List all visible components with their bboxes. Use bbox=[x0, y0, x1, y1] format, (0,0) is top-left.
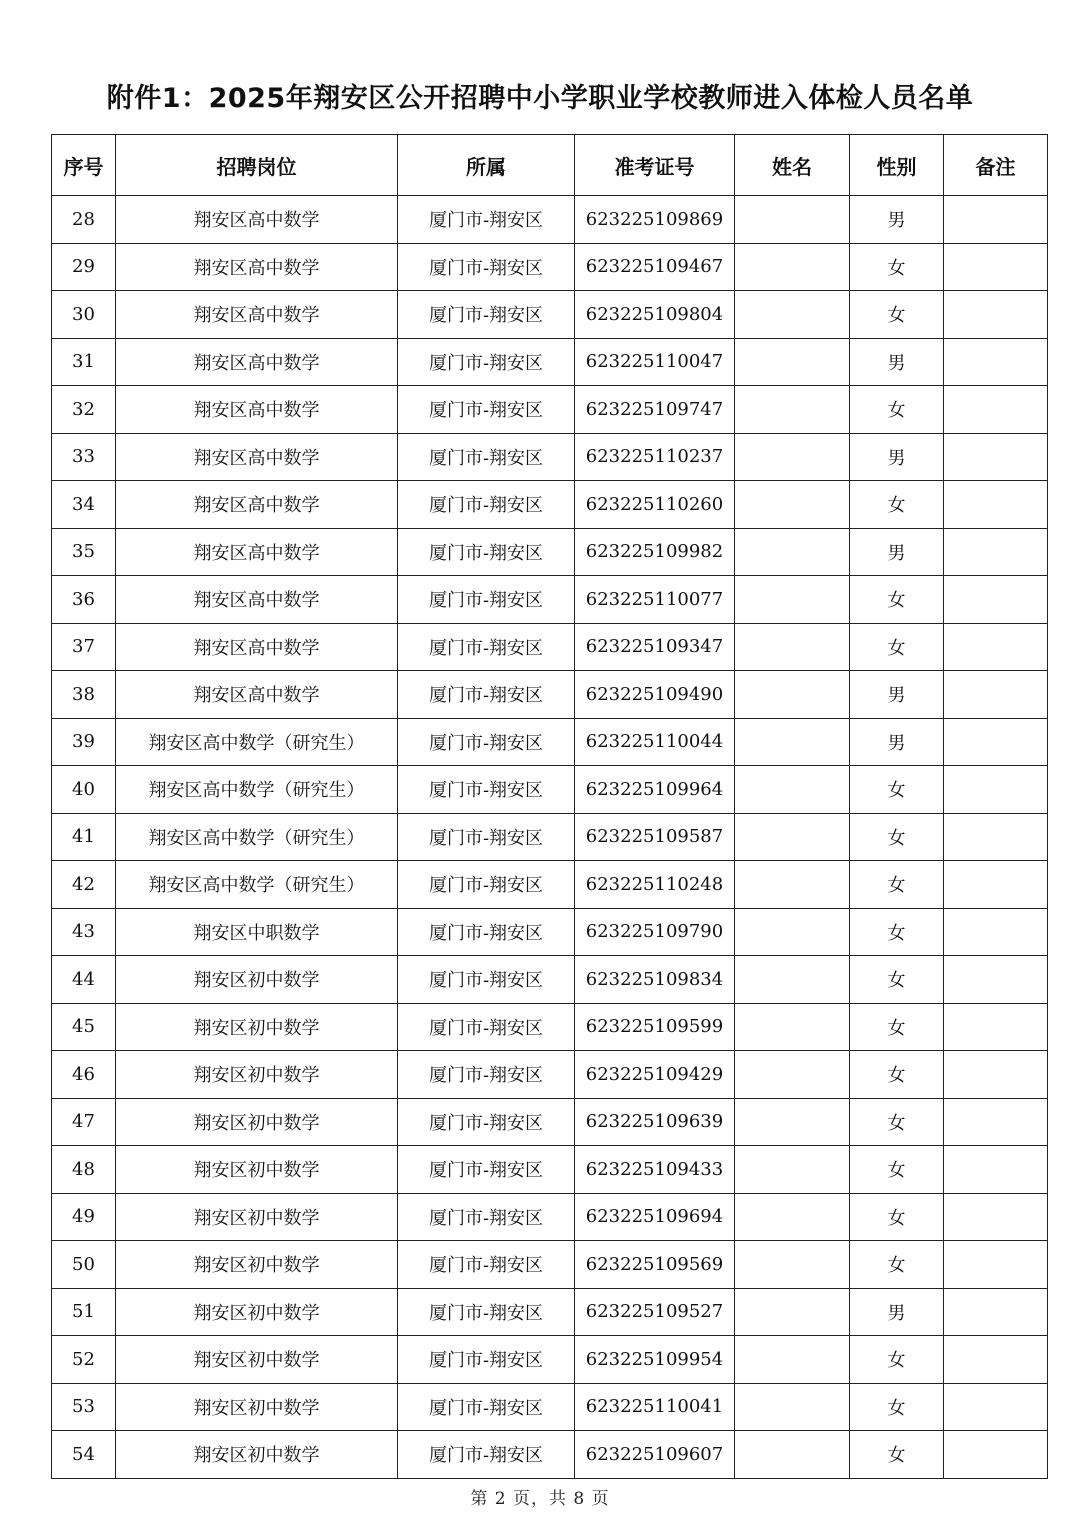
name-cell-redacted bbox=[735, 861, 850, 909]
cell-exam-no: 623225109639 bbox=[575, 1098, 735, 1146]
cell-remarks bbox=[944, 243, 1048, 291]
table-row bbox=[52, 1288, 1048, 1336]
cell-position: 翔安区高中数学 bbox=[116, 576, 398, 624]
cell-remarks bbox=[944, 1383, 1048, 1431]
name-cell-redacted bbox=[735, 671, 850, 719]
header-seq: 序号 bbox=[52, 135, 116, 196]
cell-position: 翔安区初中数学 bbox=[116, 1241, 398, 1289]
cell-gender: 女 bbox=[850, 481, 944, 529]
cell-affiliation: 厦门市-翔安区 bbox=[398, 1336, 575, 1384]
redaction-mask bbox=[735, 956, 849, 1003]
redaction-mask bbox=[735, 1431, 849, 1478]
cell-gender: 女 bbox=[850, 1193, 944, 1241]
name-cell-redacted bbox=[735, 1288, 850, 1336]
cell-position: 翔安区高中数学 bbox=[116, 386, 398, 434]
header-exam-no: 准考证号 bbox=[575, 135, 735, 196]
redaction-mask bbox=[735, 386, 849, 433]
header-remarks: 备注 bbox=[944, 135, 1048, 196]
cell-gender: 女 bbox=[850, 1098, 944, 1146]
header-gender: 性别 bbox=[850, 135, 944, 196]
cell-gender: 女 bbox=[850, 1336, 944, 1384]
cell-position: 翔安区高中数学 bbox=[116, 243, 398, 291]
cell-seq: 31 bbox=[52, 338, 116, 386]
cell-position: 翔安区高中数学 bbox=[116, 528, 398, 576]
name-cell-redacted bbox=[735, 1098, 850, 1146]
table-row bbox=[52, 718, 1048, 766]
cell-exam-no: 623225109607 bbox=[575, 1431, 735, 1479]
cell-affiliation: 厦门市-翔安区 bbox=[398, 956, 575, 1004]
cell-position: 翔安区初中数学 bbox=[116, 1003, 398, 1051]
cell-position: 翔安区高中数学 bbox=[116, 338, 398, 386]
cell-position: 翔安区高中数学 bbox=[116, 196, 398, 244]
redaction-mask bbox=[735, 1241, 849, 1288]
redaction-mask bbox=[735, 671, 849, 718]
cell-affiliation: 厦门市-翔安区 bbox=[398, 433, 575, 481]
cell-remarks bbox=[944, 1241, 1048, 1289]
name-cell-redacted bbox=[735, 1003, 850, 1051]
table-row bbox=[52, 196, 1048, 244]
cell-position: 翔安区中职数学 bbox=[116, 908, 398, 956]
cell-exam-no: 623225110237 bbox=[575, 433, 735, 481]
cell-affiliation: 厦门市-翔安区 bbox=[398, 1383, 575, 1431]
cell-seq: 30 bbox=[52, 291, 116, 339]
candidate-table bbox=[51, 134, 1048, 1479]
cell-exam-no: 623225109467 bbox=[575, 243, 735, 291]
redaction-mask bbox=[735, 1336, 849, 1383]
cell-seq: 41 bbox=[52, 813, 116, 861]
redaction-mask bbox=[735, 1099, 849, 1146]
redaction-mask bbox=[735, 434, 849, 481]
cell-remarks bbox=[944, 386, 1048, 434]
name-cell-redacted bbox=[735, 718, 850, 766]
header-affiliation: 所属 bbox=[398, 135, 575, 196]
table-row bbox=[52, 623, 1048, 671]
redaction-mask bbox=[735, 576, 849, 623]
cell-affiliation: 厦门市-翔安区 bbox=[398, 623, 575, 671]
table-row bbox=[52, 386, 1048, 434]
cell-remarks bbox=[944, 1003, 1048, 1051]
table-row bbox=[52, 1003, 1048, 1051]
cell-remarks bbox=[944, 861, 1048, 909]
table-row bbox=[52, 576, 1048, 624]
name-cell-redacted bbox=[735, 1383, 850, 1431]
cell-seq: 49 bbox=[52, 1193, 116, 1241]
cell-gender: 男 bbox=[850, 433, 944, 481]
cell-seq: 29 bbox=[52, 243, 116, 291]
name-cell-redacted bbox=[735, 243, 850, 291]
cell-affiliation: 厦门市-翔安区 bbox=[398, 1431, 575, 1479]
cell-affiliation: 厦门市-翔安区 bbox=[398, 718, 575, 766]
cell-exam-no: 623225110260 bbox=[575, 481, 735, 529]
redaction-mask bbox=[735, 861, 849, 908]
cell-exam-no: 623225109982 bbox=[575, 528, 735, 576]
cell-remarks bbox=[944, 1051, 1048, 1099]
cell-seq: 42 bbox=[52, 861, 116, 909]
name-cell-redacted bbox=[735, 1193, 850, 1241]
cell-position: 翔安区初中数学 bbox=[116, 1051, 398, 1099]
cell-exam-no: 623225110077 bbox=[575, 576, 735, 624]
table-row bbox=[52, 813, 1048, 861]
cell-remarks bbox=[944, 1098, 1048, 1146]
cell-gender: 女 bbox=[850, 243, 944, 291]
cell-gender: 男 bbox=[850, 671, 944, 719]
table-row bbox=[52, 861, 1048, 909]
cell-seq: 28 bbox=[52, 196, 116, 244]
name-cell-redacted bbox=[735, 623, 850, 671]
cell-gender: 女 bbox=[850, 1383, 944, 1431]
cell-position: 翔安区高中数学（研究生） bbox=[116, 813, 398, 861]
cell-seq: 50 bbox=[52, 1241, 116, 1289]
cell-position: 翔安区初中数学 bbox=[116, 1431, 398, 1479]
cell-position: 翔安区高中数学 bbox=[116, 481, 398, 529]
cell-position: 翔安区高中数学 bbox=[116, 291, 398, 339]
redaction-mask bbox=[735, 766, 849, 813]
cell-remarks bbox=[944, 1146, 1048, 1194]
cell-seq: 37 bbox=[52, 623, 116, 671]
cell-affiliation: 厦门市-翔安区 bbox=[398, 481, 575, 529]
table-row bbox=[52, 433, 1048, 481]
cell-gender: 男 bbox=[850, 528, 944, 576]
cell-seq: 53 bbox=[52, 1383, 116, 1431]
redaction-mask bbox=[735, 1289, 849, 1336]
cell-affiliation: 厦门市-翔安区 bbox=[398, 1288, 575, 1336]
cell-seq: 44 bbox=[52, 956, 116, 1004]
table-row bbox=[52, 1051, 1048, 1099]
cell-position: 翔安区初中数学 bbox=[116, 956, 398, 1004]
redaction-mask bbox=[735, 1146, 849, 1193]
cell-position: 翔安区初中数学 bbox=[116, 1336, 398, 1384]
name-cell-redacted bbox=[735, 1336, 850, 1384]
redaction-mask bbox=[735, 624, 849, 671]
cell-gender: 女 bbox=[850, 291, 944, 339]
cell-gender: 女 bbox=[850, 861, 944, 909]
redaction-mask bbox=[735, 529, 849, 576]
redaction-mask bbox=[735, 244, 849, 291]
cell-seq: 46 bbox=[52, 1051, 116, 1099]
redaction-mask bbox=[735, 1051, 849, 1098]
redaction-mask bbox=[735, 481, 849, 528]
cell-affiliation: 厦门市-翔安区 bbox=[398, 386, 575, 434]
cell-remarks bbox=[944, 338, 1048, 386]
cell-remarks bbox=[944, 1193, 1048, 1241]
page-footer: 第 2 页，共 8 页 bbox=[470, 1489, 610, 1509]
table-row bbox=[52, 956, 1048, 1004]
cell-seq: 54 bbox=[52, 1431, 116, 1479]
table-row bbox=[52, 528, 1048, 576]
table-row bbox=[52, 908, 1048, 956]
cell-affiliation: 厦门市-翔安区 bbox=[398, 908, 575, 956]
name-cell-redacted bbox=[735, 386, 850, 434]
cell-exam-no: 623225109964 bbox=[575, 766, 735, 814]
cell-position: 翔安区高中数学（研究生） bbox=[116, 766, 398, 814]
cell-seq: 35 bbox=[52, 528, 116, 576]
name-cell-redacted bbox=[735, 956, 850, 1004]
cell-gender: 女 bbox=[850, 956, 944, 1004]
cell-remarks bbox=[944, 671, 1048, 719]
redaction-mask bbox=[735, 909, 849, 956]
redaction-mask bbox=[735, 339, 849, 386]
cell-gender: 女 bbox=[850, 813, 944, 861]
cell-remarks bbox=[944, 196, 1048, 244]
table-row bbox=[52, 1146, 1048, 1194]
cell-gender: 男 bbox=[850, 338, 944, 386]
cell-exam-no: 623225110041 bbox=[575, 1383, 735, 1431]
cell-seq: 48 bbox=[52, 1146, 116, 1194]
cell-exam-no: 623225109599 bbox=[575, 1003, 735, 1051]
cell-position: 翔安区高中数学 bbox=[116, 671, 398, 719]
name-cell-redacted bbox=[735, 481, 850, 529]
name-cell-redacted bbox=[735, 528, 850, 576]
table-header-row bbox=[52, 135, 1048, 196]
cell-exam-no: 623225109433 bbox=[575, 1146, 735, 1194]
table-row bbox=[52, 1241, 1048, 1289]
cell-remarks bbox=[944, 528, 1048, 576]
cell-affiliation: 厦门市-翔安区 bbox=[398, 1146, 575, 1194]
cell-seq: 47 bbox=[52, 1098, 116, 1146]
cell-affiliation: 厦门市-翔安区 bbox=[398, 671, 575, 719]
cell-seq: 34 bbox=[52, 481, 116, 529]
cell-position: 翔安区高中数学（研究生） bbox=[116, 718, 398, 766]
cell-affiliation: 厦门市-翔安区 bbox=[398, 1241, 575, 1289]
cell-affiliation: 厦门市-翔安区 bbox=[398, 1193, 575, 1241]
cell-position: 翔安区初中数学 bbox=[116, 1193, 398, 1241]
cell-seq: 45 bbox=[52, 1003, 116, 1051]
name-cell-redacted bbox=[735, 813, 850, 861]
table-row bbox=[52, 766, 1048, 814]
cell-remarks bbox=[944, 1288, 1048, 1336]
cell-exam-no: 623225109569 bbox=[575, 1241, 735, 1289]
cell-remarks bbox=[944, 623, 1048, 671]
name-cell-redacted bbox=[735, 1241, 850, 1289]
cell-position: 翔安区初中数学 bbox=[116, 1098, 398, 1146]
cell-affiliation: 厦门市-翔安区 bbox=[398, 1098, 575, 1146]
table-row bbox=[52, 1098, 1048, 1146]
cell-remarks bbox=[944, 433, 1048, 481]
cell-remarks bbox=[944, 576, 1048, 624]
header-name: 姓名 bbox=[735, 135, 850, 196]
redaction-mask bbox=[735, 814, 849, 861]
table-row bbox=[52, 291, 1048, 339]
table-row bbox=[52, 1336, 1048, 1384]
cell-gender: 女 bbox=[850, 576, 944, 624]
cell-gender: 男 bbox=[850, 196, 944, 244]
name-cell-redacted bbox=[735, 338, 850, 386]
cell-gender: 女 bbox=[850, 1431, 944, 1479]
cell-affiliation: 厦门市-翔安区 bbox=[398, 861, 575, 909]
cell-remarks bbox=[944, 813, 1048, 861]
cell-seq: 51 bbox=[52, 1288, 116, 1336]
cell-affiliation: 厦门市-翔安区 bbox=[398, 243, 575, 291]
cell-exam-no: 623225109347 bbox=[575, 623, 735, 671]
redaction-mask bbox=[735, 1194, 849, 1241]
cell-exam-no: 623225110047 bbox=[575, 338, 735, 386]
cell-remarks bbox=[944, 1431, 1048, 1479]
cell-position: 翔安区高中数学 bbox=[116, 623, 398, 671]
cell-exam-no: 623225110044 bbox=[575, 718, 735, 766]
cell-gender: 女 bbox=[850, 908, 944, 956]
name-cell-redacted bbox=[735, 1051, 850, 1099]
cell-remarks bbox=[944, 291, 1048, 339]
cell-affiliation: 厦门市-翔安区 bbox=[398, 766, 575, 814]
cell-affiliation: 厦门市-翔安区 bbox=[398, 528, 575, 576]
cell-gender: 女 bbox=[850, 766, 944, 814]
cell-gender: 女 bbox=[850, 386, 944, 434]
cell-exam-no: 623225109429 bbox=[575, 1051, 735, 1099]
header-position: 招聘岗位 bbox=[116, 135, 398, 196]
cell-gender: 女 bbox=[850, 1003, 944, 1051]
cell-affiliation: 厦门市-翔安区 bbox=[398, 813, 575, 861]
cell-seq: 36 bbox=[52, 576, 116, 624]
cell-exam-no: 623225109747 bbox=[575, 386, 735, 434]
cell-gender: 男 bbox=[850, 718, 944, 766]
cell-exam-no: 623225109527 bbox=[575, 1288, 735, 1336]
cell-exam-no: 623225109587 bbox=[575, 813, 735, 861]
cell-seq: 52 bbox=[52, 1336, 116, 1384]
cell-gender: 女 bbox=[850, 623, 944, 671]
cell-exam-no: 623225109790 bbox=[575, 908, 735, 956]
redaction-mask bbox=[735, 196, 849, 243]
cell-affiliation: 厦门市-翔安区 bbox=[398, 196, 575, 244]
cell-remarks bbox=[944, 908, 1048, 956]
cell-affiliation: 厦门市-翔安区 bbox=[398, 1003, 575, 1051]
name-cell-redacted bbox=[735, 908, 850, 956]
name-cell-redacted bbox=[735, 433, 850, 481]
cell-exam-no: 623225109804 bbox=[575, 291, 735, 339]
cell-remarks bbox=[944, 1336, 1048, 1384]
table-body bbox=[52, 196, 1048, 1479]
document-title: 附件1：2025年翔安区公开招聘中小学职业学校教师进入体检人员名单 bbox=[106, 83, 974, 114]
redaction-mask bbox=[735, 291, 849, 338]
name-cell-redacted bbox=[735, 1431, 850, 1479]
name-cell-redacted bbox=[735, 576, 850, 624]
cell-position: 翔安区初中数学 bbox=[116, 1146, 398, 1194]
cell-gender: 男 bbox=[850, 1288, 944, 1336]
redaction-mask bbox=[735, 719, 849, 766]
cell-seq: 38 bbox=[52, 671, 116, 719]
table-row bbox=[52, 1431, 1048, 1479]
name-cell-redacted bbox=[735, 1146, 850, 1194]
redaction-mask bbox=[735, 1384, 849, 1431]
cell-affiliation: 厦门市-翔安区 bbox=[398, 338, 575, 386]
cell-position: 翔安区高中数学 bbox=[116, 433, 398, 481]
cell-seq: 32 bbox=[52, 386, 116, 434]
cell-seq: 39 bbox=[52, 718, 116, 766]
cell-affiliation: 厦门市-翔安区 bbox=[398, 1051, 575, 1099]
cell-seq: 33 bbox=[52, 433, 116, 481]
cell-gender: 女 bbox=[850, 1146, 944, 1194]
cell-position: 翔安区高中数学（研究生） bbox=[116, 861, 398, 909]
cell-affiliation: 厦门市-翔安区 bbox=[398, 576, 575, 624]
cell-remarks bbox=[944, 956, 1048, 1004]
table-row bbox=[52, 671, 1048, 719]
cell-exam-no: 623225110248 bbox=[575, 861, 735, 909]
cell-remarks bbox=[944, 766, 1048, 814]
table-row bbox=[52, 338, 1048, 386]
table-row bbox=[52, 1193, 1048, 1241]
cell-remarks bbox=[944, 718, 1048, 766]
redaction-mask bbox=[735, 1004, 849, 1051]
cell-exam-no: 623225109834 bbox=[575, 956, 735, 1004]
table-row bbox=[52, 1383, 1048, 1431]
cell-remarks bbox=[944, 481, 1048, 529]
table-row bbox=[52, 481, 1048, 529]
cell-gender: 女 bbox=[850, 1241, 944, 1289]
name-cell-redacted bbox=[735, 291, 850, 339]
cell-seq: 43 bbox=[52, 908, 116, 956]
cell-exam-no: 623225109490 bbox=[575, 671, 735, 719]
cell-affiliation: 厦门市-翔安区 bbox=[398, 291, 575, 339]
name-cell-redacted bbox=[735, 196, 850, 244]
cell-exam-no: 623225109954 bbox=[575, 1336, 735, 1384]
cell-seq: 40 bbox=[52, 766, 116, 814]
cell-gender: 女 bbox=[850, 1051, 944, 1099]
cell-exam-no: 623225109869 bbox=[575, 196, 735, 244]
cell-position: 翔安区初中数学 bbox=[116, 1288, 398, 1336]
table-row bbox=[52, 243, 1048, 291]
cell-exam-no: 623225109694 bbox=[575, 1193, 735, 1241]
cell-position: 翔安区初中数学 bbox=[116, 1383, 398, 1431]
name-cell-redacted bbox=[735, 766, 850, 814]
